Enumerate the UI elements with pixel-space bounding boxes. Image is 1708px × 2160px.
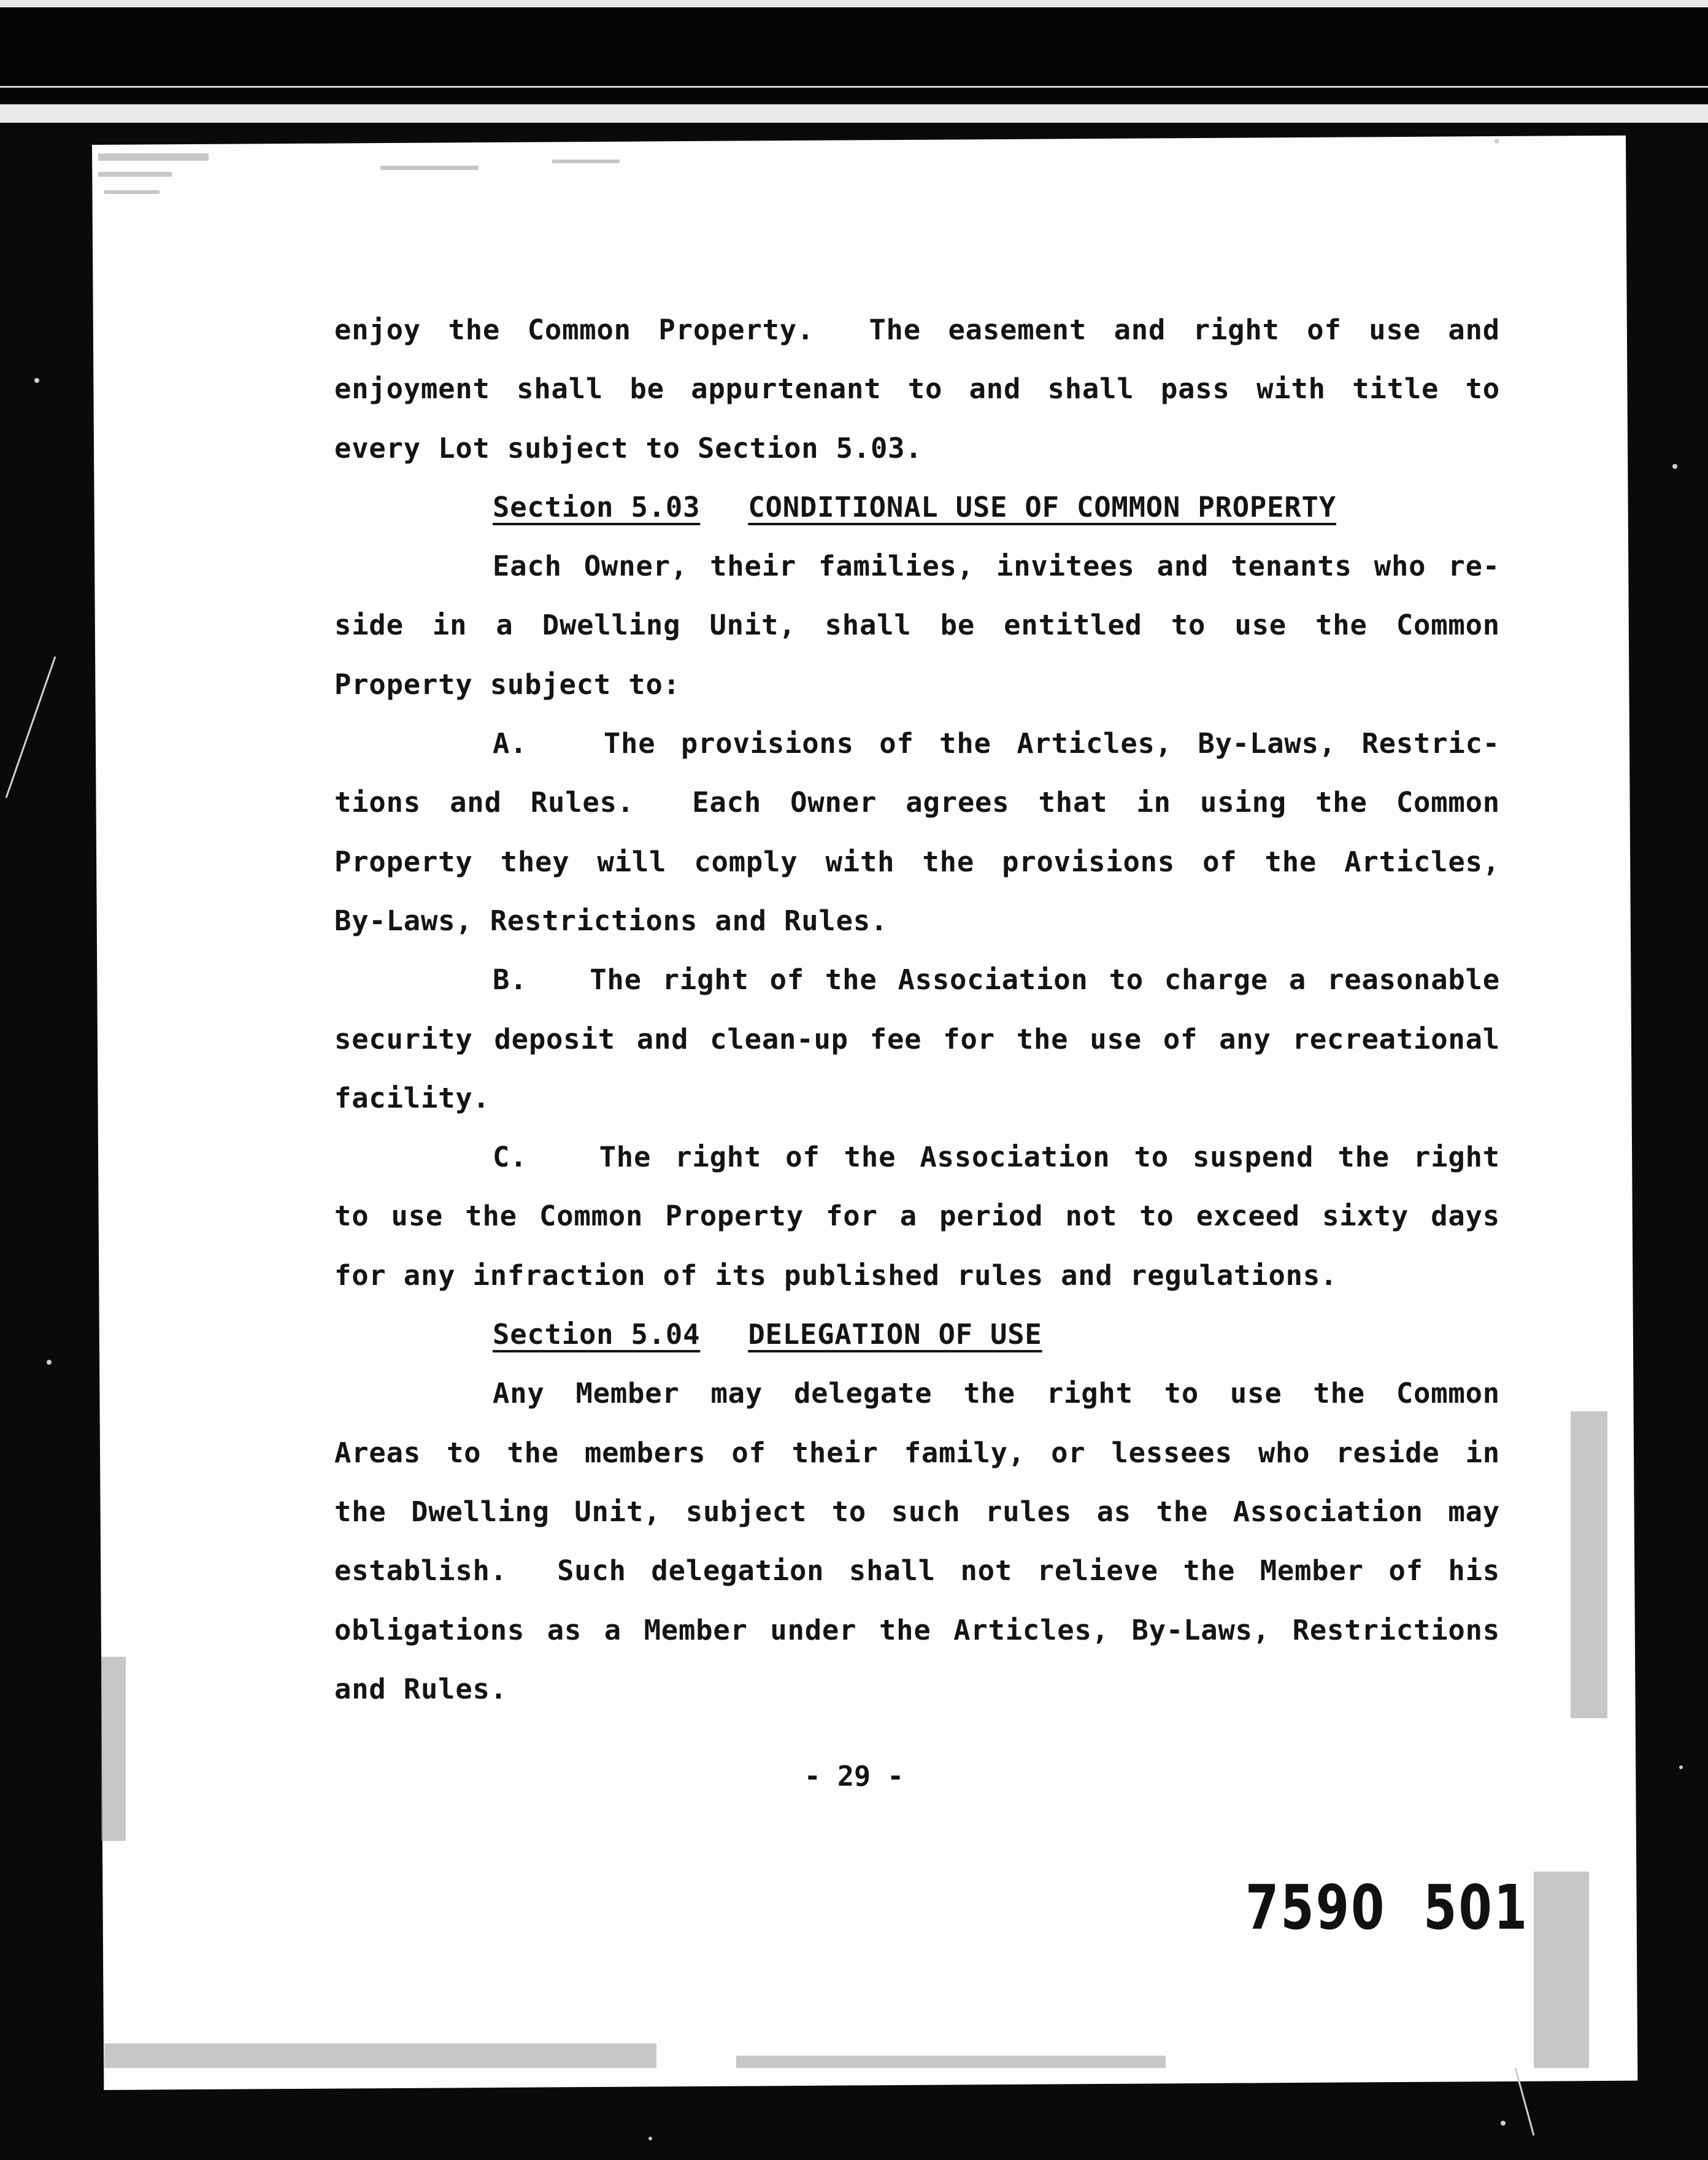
page-reference: 501 xyxy=(1423,1872,1529,1943)
section-number: Section 5.04 xyxy=(493,1318,701,1351)
document-body xyxy=(334,301,1500,1719)
section-heading xyxy=(493,1305,1500,1364)
text-line: the Dwelling Unit, subject to such rules as the Association may xyxy=(334,1495,1500,1528)
book-number: 7590 xyxy=(1245,1872,1387,1943)
page-number: - 29 - xyxy=(804,1760,904,1792)
list-item: C. The right of the Association to suspend the right xyxy=(493,1141,1500,1174)
text-line: enjoyment shall be appurtenant to and shall pass with title to xyxy=(334,372,1500,406)
text-line: Property they will comply with the provisions of the Articles, xyxy=(334,845,1500,878)
section-heading xyxy=(493,478,1500,537)
text-line: Property subject to: xyxy=(334,668,680,701)
text-line: security deposit and clean-up fee for the use of any recreational xyxy=(334,1022,1500,1055)
text-line: enjoy the Common Property. The easement and right of use and xyxy=(334,314,1500,346)
text-line: Each Owner, their families, invitees and tenants who re- xyxy=(493,550,1500,583)
text-line: for any infraction of its published rules and regulations. xyxy=(334,1259,1338,1292)
text-line: every Lot subject to Section 5.03. xyxy=(334,431,923,465)
recording-stamp xyxy=(1245,1872,1529,1943)
text-line: tions and Rules. Each Owner agrees that in using the Common xyxy=(334,786,1500,819)
text-line: Any Member may delegate the right to use the Common xyxy=(493,1377,1500,1410)
section-number: Section 5.03 xyxy=(493,490,701,523)
list-item: B. The right of the Association to charge a reasonable xyxy=(493,963,1500,997)
text-line: establish. Such delegation shall not relieve the Member of his xyxy=(334,1554,1500,1587)
text-line: Areas to the members of their family, or lessees who reside in xyxy=(334,1436,1500,1469)
text-line: and Rules. xyxy=(334,1672,507,1705)
scanner-top-band xyxy=(0,7,1708,104)
text-line: obligations as a Member under the Articles, By-Laws, Restrictions xyxy=(334,1613,1500,1646)
section-title: CONDITIONAL USE OF COMMON PROPERTY xyxy=(748,490,1336,523)
scanner-top-line xyxy=(0,86,1708,88)
text-line: side in a Dwelling Unit, shall be entitled to use the Common xyxy=(334,609,1500,642)
text-line: to use the Common Property for a period not to exceed sixty days xyxy=(334,1200,1500,1233)
section-title: DELEGATION OF USE xyxy=(748,1318,1042,1351)
list-item: A. The provisions of the Articles, By-Laws, Restric- xyxy=(493,727,1500,760)
text-line: By-Laws, Restrictions and Rules. xyxy=(334,904,888,937)
text-line: facility. xyxy=(334,1081,490,1114)
